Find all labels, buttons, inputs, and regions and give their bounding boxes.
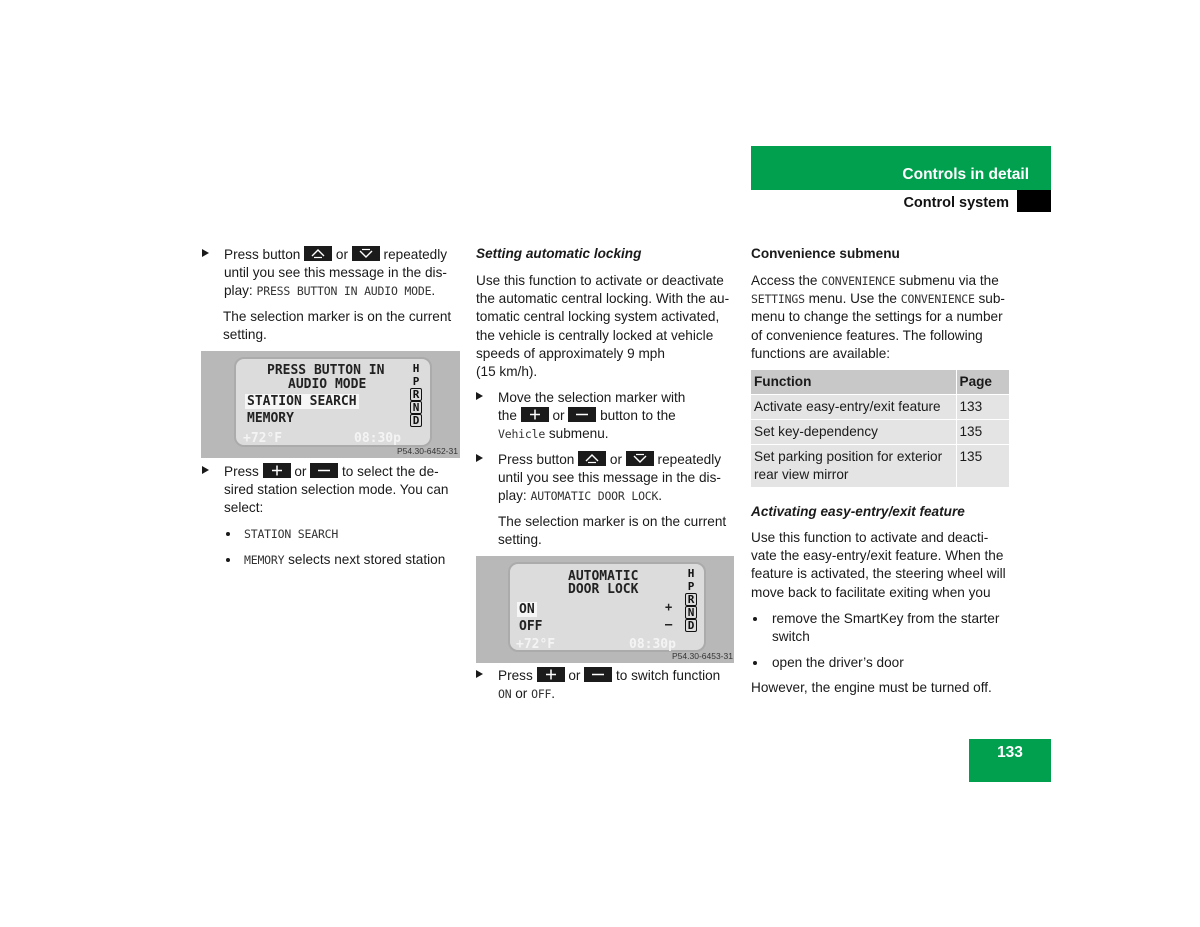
step-text: button to the [600, 408, 676, 424]
display-plus: + [665, 600, 673, 614]
display-time: 08:30p [354, 431, 401, 446]
paragraph-line: speeds of approximately 9 mph [476, 345, 665, 361]
display-message: AUTOMATIC DOOR LOCK [530, 489, 659, 504]
menu-name: SETTINGS [751, 292, 805, 307]
gear-indicator [410, 362, 422, 427]
menu-name: CONVENIENCE [900, 292, 975, 307]
up-arrow-button-icon [304, 246, 332, 261]
step-text: or [511, 686, 532, 702]
feature-paragraph [751, 529, 1006, 602]
section-header-bar [751, 146, 1051, 190]
step-select-mode [202, 463, 462, 523]
intro-paragraph [476, 272, 729, 381]
gear-letter: H [412, 362, 420, 375]
paragraph-line: menu to change the settings for a number [751, 309, 1003, 325]
function-cell: Set parking position for exterior rear view mirror [751, 444, 956, 487]
display-option: MEMORY [244, 553, 285, 567]
page-cell: 133 [956, 394, 1009, 419]
paragraph-line: tomatic central locking system activated, [476, 309, 720, 325]
list-item [753, 610, 1013, 650]
gear-letter: D [410, 414, 422, 427]
gear-letter: D [685, 619, 697, 632]
gear-letter: R [410, 388, 422, 401]
or-text: or [294, 464, 307, 479]
page-cell: 135 [956, 419, 1009, 444]
step-arrow-icon [476, 454, 483, 462]
or-text: or [335, 247, 348, 262]
closing-note: However, the engine must be turned off. [751, 680, 992, 695]
paragraph-line: move back to facilitate exiting when you [751, 584, 991, 600]
minus-button-icon [584, 667, 612, 682]
display-minus: – [665, 617, 673, 631]
page-cell: 135 [956, 444, 1009, 487]
step-text: the [498, 408, 517, 424]
step-text: Press button [498, 452, 575, 467]
display-line: AUTOMATIC [568, 569, 639, 584]
step-text: play: [498, 488, 527, 504]
list-item [753, 654, 1013, 674]
paragraph-line: feature is activated, the steering wheel will [751, 566, 1006, 582]
step-text: to select the de- [341, 464, 439, 479]
table-row [751, 444, 1009, 487]
step-arrow-icon [476, 392, 483, 400]
step-text: play: [224, 283, 253, 299]
display-line-selected: STATION SEARCH [247, 394, 357, 409]
section-heading: Convenience submenu [751, 246, 900, 261]
gear-letter: R [685, 593, 697, 606]
section-title: Controls in detail [902, 166, 1029, 183]
table-row [751, 419, 1009, 444]
display-time: 08:30p [629, 637, 676, 652]
down-arrow-button-icon [626, 451, 654, 466]
paragraph-line: Use this function to activate or deactivate [476, 273, 724, 288]
step-arrow-icon [202, 249, 209, 257]
step-text: repeatedly [657, 452, 722, 467]
list-item [226, 551, 466, 571]
or-text: or [568, 668, 581, 683]
paragraph-line: vate the easy-entry/exit feature. When the [751, 548, 1004, 564]
gear-letter: H [687, 567, 695, 580]
paragraph-text: menu. Use the [804, 291, 901, 307]
gear-indicator [685, 567, 697, 632]
gear-letter: P [687, 580, 695, 593]
plus-button-icon [263, 463, 291, 478]
step-arrow-icon [476, 670, 483, 678]
section-heading: Activating easy-entry/exit feature [751, 504, 965, 519]
column-header: Page [956, 370, 1009, 394]
paragraph-line: the automatic central locking. With the au- [476, 291, 730, 307]
bullet-text: selects next stored station [284, 552, 446, 567]
paragraph-line: of convenience features. The following [751, 327, 983, 343]
list-item [226, 525, 466, 545]
step-text: submenu. [545, 426, 609, 442]
step-text: sired station selection mode. You can [224, 482, 449, 498]
gear-letter: P [412, 375, 420, 388]
bullet-icon [226, 532, 230, 536]
display-temperature: +72°F [243, 431, 283, 446]
note-text: The selection marker is on the current [498, 514, 727, 529]
step-arrow-icon [202, 466, 209, 474]
punct: . [658, 488, 663, 504]
note-text: setting. [498, 532, 542, 548]
step-move-marker [476, 389, 738, 449]
step-text: to switch function [615, 668, 721, 683]
punct: . [431, 283, 436, 299]
section-heading: Setting automatic locking [476, 246, 642, 261]
step-text: repeatedly [383, 247, 448, 262]
audio-display-image [201, 351, 460, 458]
image-code: P54.30-6452-31 [397, 446, 458, 456]
step-switch-function [476, 667, 738, 707]
page-number: 133 [969, 739, 1051, 782]
image-code: P54.30-6453-31 [672, 651, 733, 661]
function-cell: Activate easy-entry/exit feature [751, 394, 956, 419]
menu-name: CONVENIENCE [821, 274, 896, 288]
display-option: OFF [531, 687, 552, 702]
column-header: Function [751, 370, 956, 394]
table-header-row [751, 370, 1009, 394]
display-option: STATION SEARCH [244, 527, 339, 541]
selection-marker-note [223, 308, 451, 344]
bullet-text: remove the SmartKey from the starter [772, 611, 1000, 626]
display-message: PRESS BUTTON IN AUDIO MODE [256, 284, 432, 299]
door-lock-display-image [476, 556, 734, 663]
step-text: until you see this message in the dis- [498, 470, 721, 486]
or-text: or [552, 408, 565, 424]
bullet-icon [753, 661, 757, 665]
gear-letter: N [410, 401, 422, 414]
step-text: until you see this message in the dis- [224, 265, 447, 281]
step-text: Press [224, 464, 259, 479]
or-text: or [609, 452, 622, 467]
selection-marker-note [498, 513, 726, 549]
paragraph-line: Use this function to activate and deacti- [751, 530, 989, 545]
paragraph-line: the vehicle is centrally locked at vehicle [476, 327, 714, 343]
plus-button-icon [537, 667, 565, 682]
step-text: Move the selection marker with [498, 390, 686, 405]
display-line: PRESS BUTTON IN [267, 363, 385, 378]
bullet-text: open the driver’s door [772, 655, 904, 670]
step-press-button [476, 451, 738, 511]
step-text: Press [498, 668, 533, 683]
down-arrow-button-icon [352, 246, 380, 261]
display-option: ON [498, 687, 512, 702]
display-line: DOOR LOCK [568, 582, 639, 597]
intro-paragraph [751, 272, 1005, 363]
paragraph-text: sub- [974, 291, 1005, 307]
up-arrow-button-icon [578, 451, 606, 466]
step-text: Press button [224, 247, 301, 262]
punct: . [551, 686, 556, 702]
bullet-text: switch [772, 629, 810, 645]
subsection-title: Control system [903, 195, 1009, 211]
display-option-selected: ON [519, 602, 535, 617]
note-text: The selection marker is on the current [223, 309, 452, 324]
step-text: select: [224, 500, 264, 516]
note-text: setting. [223, 327, 267, 343]
subsection-header [751, 190, 1051, 212]
paragraph-text: submenu via the [895, 273, 999, 288]
display-temperature: +72°F [516, 637, 556, 652]
minus-button-icon [568, 407, 596, 422]
display-line: AUDIO MODE [288, 377, 367, 392]
display-option: OFF [519, 619, 543, 634]
minus-button-icon [310, 463, 338, 478]
plus-button-icon [521, 407, 549, 422]
gear-letter: N [685, 606, 697, 619]
subsection-marker [1017, 190, 1051, 212]
display-submenu: Vehicle [498, 427, 546, 442]
bullet-icon [226, 558, 230, 562]
bullet-icon [753, 617, 757, 621]
paragraph-text: Access the [751, 273, 818, 288]
paragraph-line: (15 km/h). [476, 364, 538, 380]
paragraph-line: functions are available: [751, 345, 891, 361]
display-line: MEMORY [247, 411, 294, 426]
step-press-button [202, 246, 462, 306]
function-cell: Set key-dependency [751, 419, 956, 444]
table-row [751, 394, 1009, 419]
functions-table [751, 370, 1009, 487]
